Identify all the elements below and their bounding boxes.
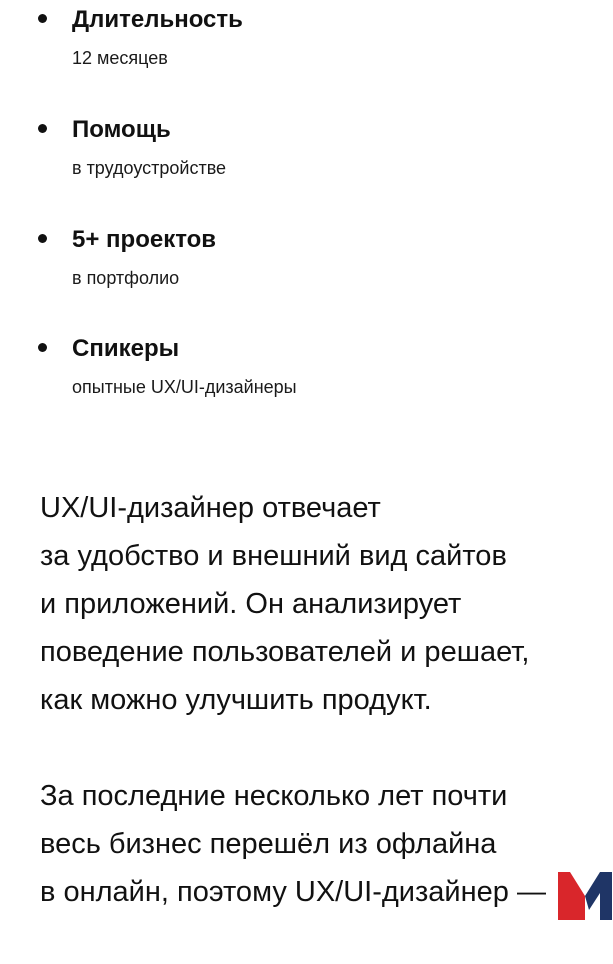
- logo-red-stroke: [558, 872, 585, 920]
- paragraph-line: весь бизнес перешёл из офлайна: [40, 828, 497, 860]
- paragraph-line: в онлайн, поэтому UX/UI-дизайнер —: [40, 876, 546, 908]
- feature-subtitle: 12 месяцев: [72, 48, 168, 68]
- feature-title: 5+ проектов: [72, 226, 217, 253]
- m-logo-icon: [556, 864, 613, 920]
- description-section: [40, 484, 585, 964]
- bullet-icon: [38, 343, 47, 352]
- paragraph-line: как можно улучшить продукт.: [40, 684, 432, 716]
- feature-subtitle: опытные UX/UI-дизайнеры: [72, 377, 297, 397]
- feature-item-projects: [0, 224, 613, 304]
- feature-title: Спикеры: [72, 335, 180, 362]
- feature-subtitle: в трудоустройстве: [72, 158, 227, 178]
- feature-item-speakers: [0, 333, 613, 413]
- bullet-icon: [38, 124, 47, 133]
- paragraph-line: и приложений. Он анализирует: [40, 588, 462, 620]
- description-paragraph-2: [40, 772, 585, 916]
- paragraph-line: За последние несколько лет почти: [40, 780, 508, 812]
- paragraph-line: за удобство и внешний вид сайтов: [40, 540, 507, 572]
- feature-item-duration: [0, 4, 613, 84]
- feature-item-help: [0, 114, 613, 194]
- logo-navy-stroke: [585, 872, 612, 920]
- feature-title: Помощь: [72, 116, 171, 143]
- feature-subtitle: в портфолио: [72, 268, 180, 288]
- bullet-icon: [38, 234, 47, 243]
- paragraph-line: UX/UI-дизайнер отвечает: [40, 492, 381, 524]
- bullet-icon: [38, 14, 47, 23]
- feature-title: Длительность: [72, 6, 243, 33]
- description-paragraph-1: [40, 484, 585, 724]
- paragraph-line: поведение пользователей и решает,: [40, 636, 530, 668]
